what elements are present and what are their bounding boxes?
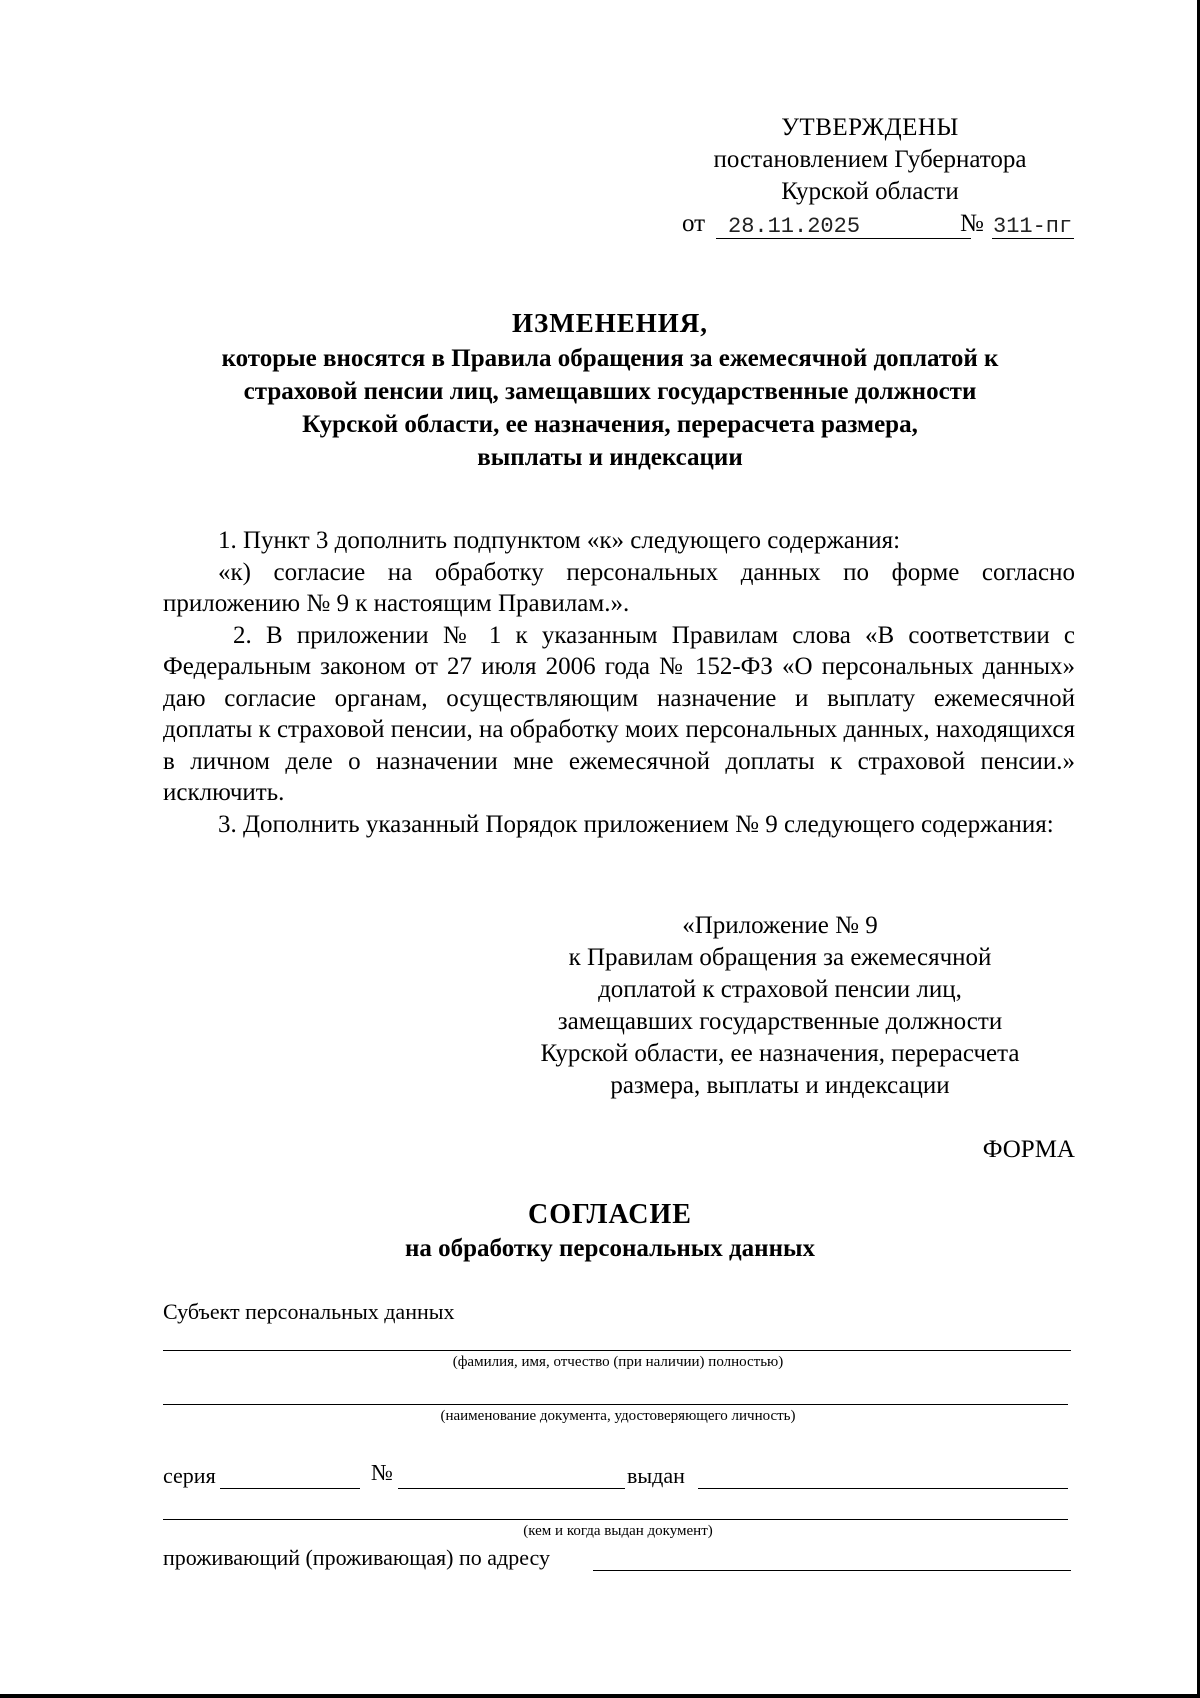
appendix-header <box>500 910 1060 1102</box>
consent-title: СОГЛАСИЕ <box>528 1199 692 1230</box>
identity-document-caption: (наименование документа, удостоверяющего личность) <box>440 1408 796 1424</box>
appendix-line-4: замещавших государственные должности <box>557 1008 1003 1035</box>
appendix-line-3: доплатой к страховой пенсии лиц, <box>598 976 962 1003</box>
paragraph-4: 3. Дополнить указанный Порядок приложением № 9 следующего содержания: <box>218 810 1054 838</box>
paragraph-2: «к) согласие на обработку персональных данных по форме согласно приложению № 9 к настоящим Правилам.». <box>163 558 1075 617</box>
appendix-line-6: размера, выплаты и индексации <box>610 1072 950 1099</box>
title-line-3: Курской области, ее назначения, перерасчета размера, <box>302 411 918 438</box>
title-line-2: страховой пенсии лиц, замещавших государственные должности <box>243 378 977 405</box>
title-line-4: выплаты и индексации <box>477 444 743 471</box>
body-text <box>163 525 1075 840</box>
appendix-line-2: к Правилам обращения за ежемесячной <box>568 944 992 971</box>
identity-document-field[interactable] <box>163 1404 1068 1405</box>
title-line-1: которые вносятся в Правила обращения за ежемесячной доплатой к <box>221 345 999 372</box>
address-field[interactable] <box>593 1570 1071 1571</box>
from-label: от <box>682 210 706 237</box>
document-number-field[interactable] <box>398 1488 625 1489</box>
decree-date: 28.11.2025 <box>728 214 861 239</box>
series-field[interactable] <box>220 1488 360 1489</box>
full-name-field[interactable] <box>163 1350 1071 1351</box>
number-sign: № <box>960 210 984 237</box>
approval-line-1: постановлением Губернатора <box>713 146 1027 173</box>
consent-subtitle: на обработку персональных данных <box>405 1235 815 1262</box>
number-label: № <box>371 1460 393 1485</box>
forma-label: ФОРМА <box>982 1136 1075 1163</box>
issued-by-field[interactable] <box>163 1519 1068 1520</box>
appendix-line-5: Курской области, ее назначения, перерасчета <box>540 1040 1020 1067</box>
approval-block <box>660 112 1080 244</box>
consent-heading <box>150 1197 1070 1265</box>
address-label: проживающий (проживающая) по адресу <box>163 1545 550 1570</box>
series-label: серия <box>163 1463 216 1488</box>
paragraph-1: 1. Пункт 3 дополнить подпунктом «к» следующего содержания: <box>218 527 901 554</box>
issued-by-caption: (кем и когда выдан документ) <box>523 1523 713 1539</box>
full-name-caption: (фамилия, имя, отчество (при наличии) полностью) <box>452 1354 784 1370</box>
appendix-line-1: «Приложение № 9 <box>682 912 878 939</box>
decree-number: 311-пг <box>993 214 1073 239</box>
document-title <box>150 307 1070 474</box>
approval-date-row <box>660 208 1080 244</box>
title-main: ИЗМЕНЕНИЯ, <box>511 308 708 338</box>
issued-field[interactable] <box>698 1488 1068 1489</box>
paragraph-3: 2. В приложении № 1 к указанным Правилам слова «В соответствии с Федеральным законом от 27 июля 2006 года № 152-ФЗ «О персональных данных» даю согласие органам, осуществляющим назначение и выплату ежемесячной доплаты к страховой пенсии, на обработку моих персональных данных, находящихся в личном деле о назначении мне ежемесячной доплаты к страховой пенсии.» исключить. <box>163 621 1075 806</box>
approval-title: УТВЕРЖДЕНЫ <box>781 114 959 141</box>
approval-line-2: Курской области <box>781 178 959 205</box>
issued-label: выдан <box>627 1463 685 1488</box>
subject-label: Субъект персональных данных <box>163 1299 455 1324</box>
scan-edge-bottom <box>0 1694 1200 1698</box>
